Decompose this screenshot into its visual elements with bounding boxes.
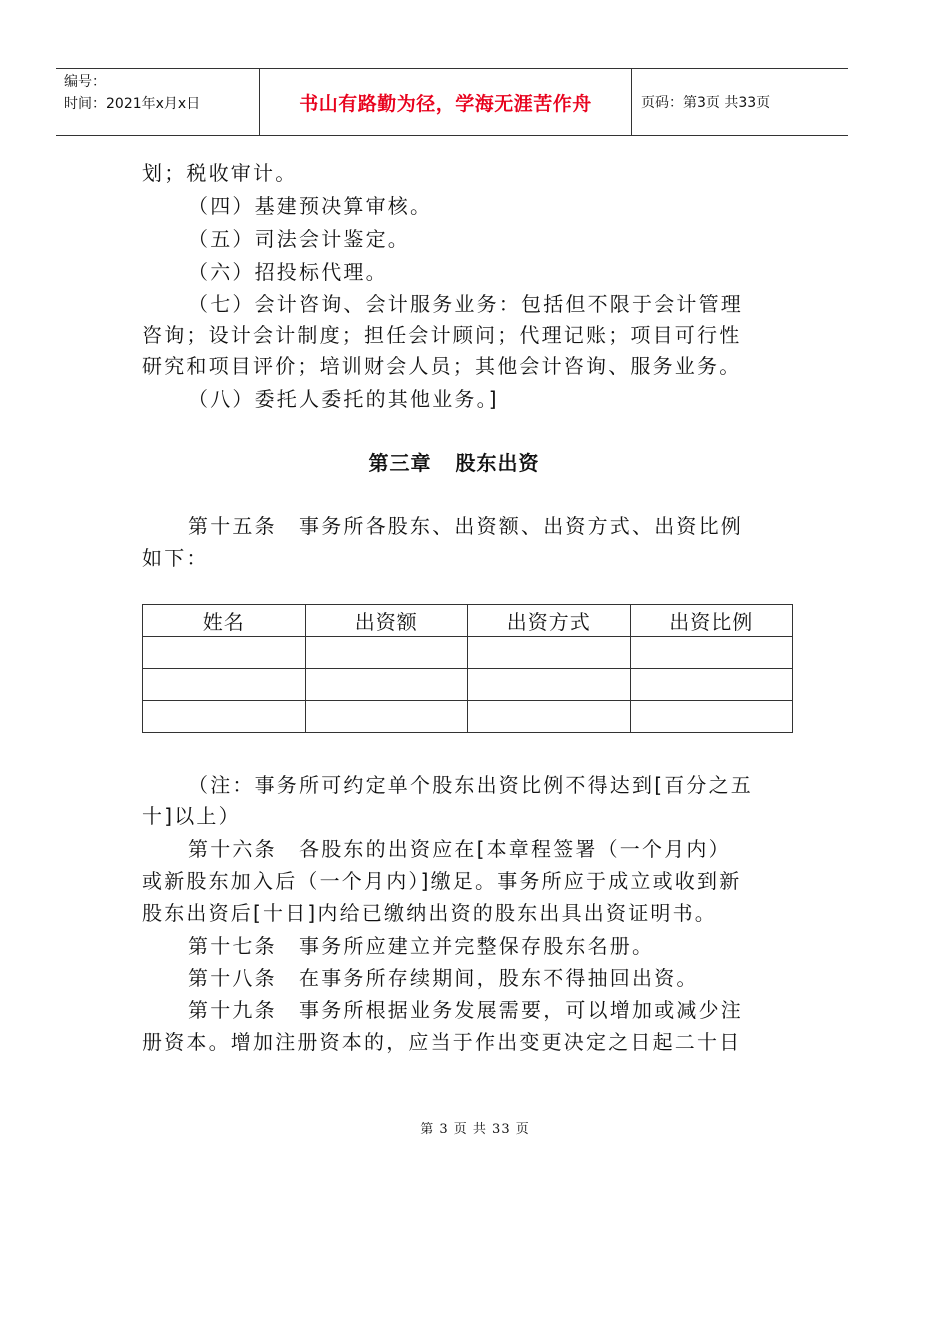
article-19-line-1: 第十九条 事务所根据业务发展需要，可以增加或减少注 — [188, 998, 743, 1022]
article-15-line-2: 如下： — [142, 546, 209, 570]
article-18: 第十八条 在事务所存续期间，股东不得抽回出资。 — [188, 966, 699, 990]
header-page-label: 页码：第3页 共33页 — [641, 95, 771, 111]
body-line: （七）会计咨询、会计服务业务：包括但不限于会计管理 — [188, 292, 743, 316]
table-cell — [468, 637, 631, 669]
body-line: （四）基建预决算审核。 — [188, 194, 433, 218]
page-header — [56, 68, 848, 136]
table-row — [143, 637, 793, 669]
table-header-cell: 出资方式 — [468, 605, 631, 637]
article-19-line-2: 册资本。增加注册资本的，应当于作出变更决定之日起二十日 — [142, 1030, 742, 1054]
document-time-label: 时间：2021年x月x日 — [64, 96, 201, 112]
article-16-line-1: 第十六条 各股东的出资应在[本章程签署（一个月内） — [188, 837, 731, 861]
table-header-cell: 出资比例 — [630, 605, 793, 637]
body-line: 咨询；设计会计制度；担任会计顾问；代理记账；项目可行性 — [142, 323, 742, 347]
table-cell — [630, 669, 793, 701]
table-cell — [630, 701, 793, 733]
article-16-line-2: 或新股东加入后（一个月内）]缴足。事务所应于成立或收到新 — [142, 869, 742, 893]
table-cell — [305, 637, 468, 669]
table-header-row — [143, 605, 793, 637]
chapter-number: 第三章 — [368, 451, 432, 475]
table-row — [143, 669, 793, 701]
table-cell — [143, 637, 306, 669]
table-cell — [468, 701, 631, 733]
table-cell — [305, 701, 468, 733]
shareholder-capital-table — [142, 604, 793, 733]
body-line: 划；税收审计。 — [142, 161, 298, 185]
body-line: 研究和项目评价；培训财会人员；其他会计咨询、服务业务。 — [142, 354, 742, 378]
body-line: （六）招投标代理。 — [188, 260, 388, 284]
document-number-label: 编号： — [64, 74, 106, 90]
body-line: （八）委托人委托的其他业务。] — [188, 387, 499, 411]
chapter-title — [142, 448, 766, 479]
article-17: 第十七条 事务所应建立并完整保存股东名册。 — [188, 934, 655, 958]
note-line-2: 十]以上） — [142, 804, 241, 828]
table-cell — [305, 669, 468, 701]
table-header-cell: 出资额 — [305, 605, 468, 637]
note-line-1: （注：事务所可约定单个股东出资比例不得达到[百分之五 — [188, 773, 754, 797]
header-meta — [56, 69, 259, 135]
chapter-name: 股东出资 — [455, 451, 540, 475]
article-15-line-1: 第十五条 事务所各股东、出资额、出资方式、出资比例 — [188, 514, 743, 538]
article-16-line-3: 股东出资后[十日]内给已缴纳出资的股东出具出资证明书。 — [142, 901, 718, 925]
page-footer: 第 3 页 共 33 页 — [420, 1122, 530, 1137]
table-header-cell: 姓名 — [143, 605, 306, 637]
header-motto: 书山有路勤为径，学海无涯苦作舟 — [259, 69, 632, 135]
table-cell — [143, 701, 306, 733]
body-line: （五）司法会计鉴定。 — [188, 227, 410, 251]
table-cell — [468, 669, 631, 701]
table-cell — [143, 669, 306, 701]
table-row — [143, 701, 793, 733]
table-cell — [630, 637, 793, 669]
